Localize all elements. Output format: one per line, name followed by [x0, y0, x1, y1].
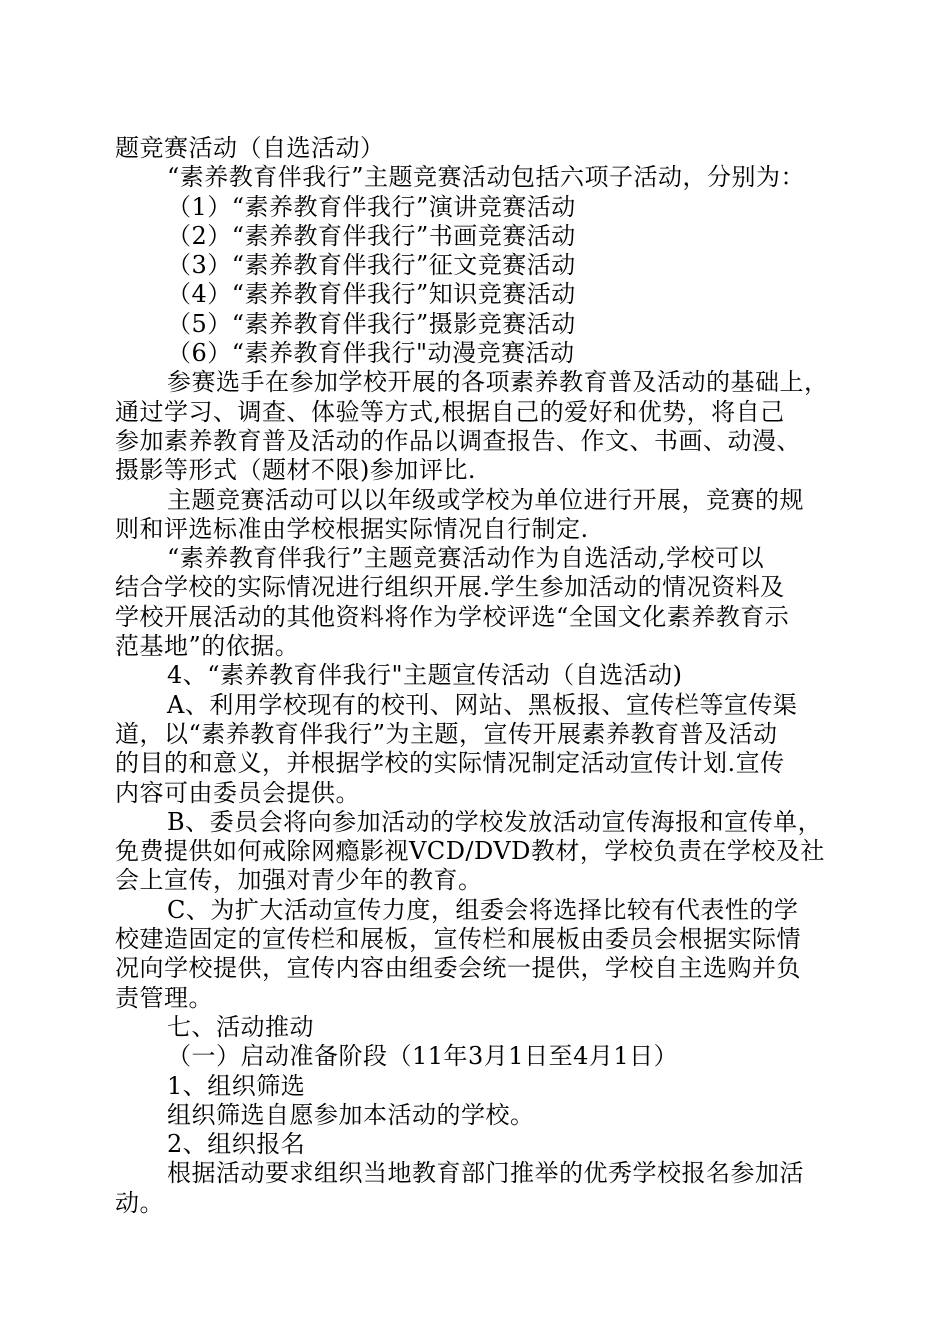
document-body — [115, 134, 855, 1218]
text-line: 结合学校的实际情况进行组织开展.学生参加活动的情况资料及 — [115, 573, 785, 602]
text-line: A、利用学校现有的校刊、网站、黑板报、宣传栏等宣传渠 — [167, 690, 798, 719]
text-line: 根据活动要求组织当地教育部门推举的优秀学校报名参加活 — [167, 1159, 804, 1188]
text-line: 通过学习、调查、体验等方式,根据自己的爱好和优势，将自己 — [115, 397, 785, 426]
text-line: 七、活动推动 — [167, 1012, 314, 1041]
text-line: 主题竞赛活动可以以年级或学校为单位进行开展，竞赛的规 — [167, 485, 804, 514]
text-line: 会上宣传，加强对青少年的教育。 — [115, 866, 483, 895]
text-line: 范基地”的依据。 — [115, 632, 300, 661]
text-line: （1）“素养教育伴我行”演讲竞赛活动 — [167, 192, 576, 221]
text-line: （4）“素养教育伴我行”知识竞赛活动 — [167, 280, 576, 309]
text-line: 题竞赛活动（自选活动） — [115, 134, 385, 162]
text-line: 参加素养教育普及活动的作品以调查报告、作文、书画、动漫、 — [115, 426, 801, 455]
text-line: 参赛选手在参加学校开展的各项素养教育普及活动的基础上， — [167, 368, 829, 397]
text-line: 1、组织筛选 — [167, 1071, 306, 1100]
text-line: “素养教育伴我行”主题竞赛活动作为自选活动,学校可以 — [167, 544, 765, 573]
text-line: （3）“素养教育伴我行”征文竞赛活动 — [167, 251, 576, 280]
text-line: 道，以“素养教育伴我行”为主题，宣传开展素养教育普及活动 — [115, 719, 778, 748]
text-line: （2）“素养教育伴我行”书画竞赛活动 — [167, 221, 576, 250]
text-line: C、为扩大活动宣传力度，组委会将选择比较有代表性的学 — [167, 895, 799, 924]
text-line: “素养教育伴我行”主题竞赛活动包括六项子活动，分别为： — [167, 163, 806, 192]
text-line: （一）启动准备阶段（11年3月1日至4月1日） — [167, 1042, 679, 1071]
text-line: 责管理。 — [115, 983, 213, 1012]
text-line: B、委员会将向参加活动的学校发放活动宣传海报和宣传单， — [167, 807, 823, 836]
text-line: 况向学校提供，宣传内容由组委会统一提供，学校自主选购并负 — [115, 954, 801, 983]
text-line: （5）“素养教育伴我行”摄影竞赛活动 — [167, 309, 576, 338]
text-line: 的目的和意义，并根据学校的实际情况制定活动宣传计划.宣传 — [115, 749, 785, 778]
text-line: 动。 — [115, 1188, 164, 1217]
text-line: （6）“素养教育伴我行"动漫竞赛活动 — [167, 339, 575, 368]
text-line: 则和评选标准由学校根据实际情况自行制定. — [115, 514, 589, 543]
text-line: 免费提供如何戒除网瘾影视VCD/DVD教材，学校负责在学校及社 — [115, 837, 825, 866]
text-line: 学校开展活动的其他资料将作为学校评选“全国文化素养教育示 — [115, 602, 790, 631]
text-line: 内容可由委员会提供。 — [115, 778, 360, 807]
text-line: 摄影等形式（题材不限)参加评比. — [115, 456, 476, 485]
text-line: 校建造固定的宣传栏和展板，宣传栏和展板由委员会根据实际情 — [115, 925, 801, 954]
text-line: 2、组织报名 — [167, 1130, 306, 1159]
text-line: 4、“素养教育伴我行"主题宣传活动（自选活动) — [167, 661, 683, 690]
text-line: 组织筛选自愿参加本活动的学校。 — [167, 1100, 535, 1129]
